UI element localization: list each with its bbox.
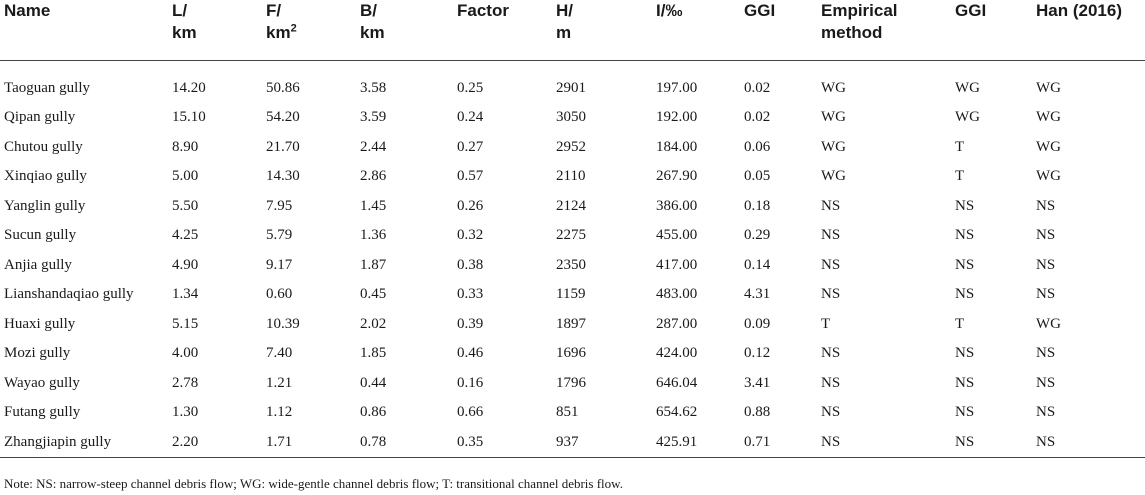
table-row (0, 191, 1145, 221)
table-cell: NS (821, 227, 841, 244)
table-cell: 2110 (556, 168, 586, 185)
column-header-line2 (821, 22, 951, 44)
table-cell: NS (1036, 286, 1056, 303)
table-cell: 654.62 (656, 404, 698, 421)
table-cell: Mozi gully (4, 345, 71, 362)
table-cell: Yanglin gully (4, 197, 86, 214)
table-cell: NS (1036, 256, 1056, 273)
table-cell: WG (955, 109, 980, 126)
table-cell: T (955, 168, 965, 185)
table-cell: 0.45 (360, 286, 387, 303)
table-cell: 0.66 (457, 404, 484, 421)
table-cell: 1696 (556, 345, 586, 362)
table-cell: 267.90 (656, 168, 698, 185)
table-cell: 0.02 (744, 79, 771, 96)
table-cell: 1.71 (266, 433, 293, 450)
table-cell: NS (955, 374, 975, 391)
table-cell: 1.45 (360, 197, 387, 214)
table-cell: WG (821, 79, 846, 96)
table-cell: 5.00 (172, 168, 199, 185)
table-cell: 15.10 (172, 109, 206, 126)
table-header-row (0, 0, 1145, 61)
table-cell: 0.39 (457, 315, 484, 332)
column-header-line1: GGI (955, 1, 987, 20)
table-cell: 4.31 (744, 286, 771, 303)
table-cell: 0.06 (744, 138, 771, 155)
table-cell: 4.00 (172, 345, 199, 362)
table-cell: 0.16 (457, 374, 484, 391)
table-cell: 1159 (556, 286, 586, 303)
table-cell: WG (1036, 168, 1061, 185)
column-header-superscript: 2 (290, 22, 297, 35)
table-cell: 646.04 (656, 374, 698, 391)
table-cell: 2275 (556, 227, 586, 244)
table-cell: 5.50 (172, 197, 199, 214)
table-cell: T (821, 315, 831, 332)
table-cell: 184.00 (656, 138, 698, 155)
table-cell: 2124 (556, 197, 586, 214)
column-header-line1: Empirical (821, 1, 898, 20)
table-cell: 2350 (556, 256, 586, 273)
column-header-line1: Name (4, 1, 51, 20)
table-cell: 1796 (556, 374, 586, 391)
table-cell: 8.90 (172, 138, 199, 155)
column-header (453, 0, 552, 61)
table-cell: 287.00 (656, 315, 698, 332)
column-header-unit: km (360, 23, 385, 42)
table-cell: WG (1036, 138, 1061, 155)
table-cell: 7.95 (266, 197, 293, 214)
table-cell: NS (1036, 374, 1056, 391)
table-cell: Futang gully (4, 404, 81, 421)
column-header-line2 (556, 22, 652, 44)
table-row (0, 250, 1145, 280)
table-cell: 0.38 (457, 256, 484, 273)
table-cell: 2.78 (172, 374, 199, 391)
table-cell: 0.26 (457, 197, 484, 214)
table-cell: 0.09 (744, 315, 771, 332)
table-row (0, 73, 1145, 103)
table-cell: NS (821, 286, 841, 303)
table-cell: 1897 (556, 315, 586, 332)
table-cell: 2.44 (360, 138, 387, 155)
column-header-line1: I/‰ (656, 1, 683, 20)
table-cell: 0.29 (744, 227, 771, 244)
table-row (0, 280, 1145, 310)
table-cell: WG (955, 79, 980, 96)
column-header-line1: GGI (744, 1, 776, 20)
table-cell: NS (955, 197, 975, 214)
column-header-line2 (172, 22, 262, 44)
table-cell: NS (821, 374, 841, 391)
column-header (1032, 0, 1145, 61)
column-header (652, 0, 740, 61)
table-cell: 3.59 (360, 109, 387, 126)
column-header-line1: F/ (266, 1, 282, 20)
table-cell: 386.00 (656, 197, 698, 214)
table-cell: 1.85 (360, 345, 387, 362)
table-cell: 2952 (556, 138, 586, 155)
table-cell: Lianshandaqiao gully (4, 286, 134, 303)
table-cell: 2.86 (360, 168, 387, 185)
table-cell: 2.20 (172, 433, 199, 450)
column-header-line1: B/ (360, 1, 377, 20)
table-cell: NS (1036, 433, 1056, 450)
table-cell: 50.86 (266, 79, 300, 96)
table-cell: NS (955, 345, 975, 362)
table-cell: 192.00 (656, 109, 698, 126)
table-cell: 0.02 (744, 109, 771, 126)
table-cell: Sucun gully (4, 227, 77, 244)
column-header (951, 0, 1032, 61)
table-cell: 1.12 (266, 404, 293, 421)
table-cell: NS (955, 433, 975, 450)
column-header (552, 0, 652, 61)
table-row (0, 132, 1145, 162)
column-header-line2 (360, 22, 453, 44)
table-cell: NS (1036, 197, 1056, 214)
table-row (0, 427, 1145, 457)
table-row (0, 103, 1145, 133)
table-note: Note: NS: narrow-steep channel debris flow; WG: wide-gentle channel debris flow; T: transitional channel debris flow. (4, 476, 623, 491)
table-cell: 0.33 (457, 286, 484, 303)
column-header (356, 0, 453, 61)
column-header-line1: H/ (556, 1, 573, 20)
table-cell: 937 (556, 433, 579, 450)
table-cell: 0.46 (457, 345, 484, 362)
table-cell: 1.87 (360, 256, 387, 273)
table-cell: NS (955, 227, 975, 244)
table-cell: 851 (556, 404, 579, 421)
table-cell: Qipan gully (4, 109, 76, 126)
table-cell: Huaxi gully (4, 315, 76, 332)
column-header-unit: m (556, 23, 572, 42)
table-cell: 1.30 (172, 404, 199, 421)
table-cell: WG (1036, 79, 1061, 96)
table-cell: NS (955, 286, 975, 303)
column-header (0, 0, 168, 61)
table-cell: WG (1036, 315, 1061, 332)
column-header (168, 0, 262, 61)
table-cell: 483.00 (656, 286, 698, 303)
table-cell: 455.00 (656, 227, 698, 244)
table-cell: NS (821, 197, 841, 214)
table-cell: NS (821, 256, 841, 273)
table-cell: NS (1036, 404, 1056, 421)
table-cell: 2901 (556, 79, 586, 96)
table-cell: 0.05 (744, 168, 771, 185)
column-header-line1: Han (2016) (1036, 1, 1122, 20)
table-cell: WG (1036, 109, 1061, 126)
table-cell: T (955, 315, 965, 332)
table-cell: 0.44 (360, 374, 387, 391)
table-cell: Zhangjiapin gully (4, 433, 112, 450)
table-cell: NS (1036, 345, 1056, 362)
table-cell: 21.70 (266, 138, 300, 155)
table-cell: 1.36 (360, 227, 387, 244)
table-cell: 417.00 (656, 256, 698, 273)
table-cell: 197.00 (656, 79, 698, 96)
column-header-unit: km (172, 23, 197, 42)
table-row (0, 339, 1145, 369)
column-header-line1: Factor (457, 1, 509, 20)
column-header-unit: method (821, 23, 883, 42)
column-header (740, 0, 817, 61)
spacer-cell (0, 61, 1145, 74)
table-cell: 0.24 (457, 109, 484, 126)
table-cell: 7.40 (266, 345, 293, 362)
table-cell: NS (821, 433, 841, 450)
table-cell: Taoguan gully (4, 79, 91, 96)
table-cell: WG (821, 109, 846, 126)
table-cell: 0.71 (744, 433, 771, 450)
table-row (0, 162, 1145, 192)
table-cell: 3.58 (360, 79, 387, 96)
table-cell: 4.25 (172, 227, 199, 244)
table-cell: 5.15 (172, 315, 199, 332)
table-cell: NS (955, 404, 975, 421)
table-cell: 4.90 (172, 256, 199, 273)
table-cell: 0.86 (360, 404, 387, 421)
table-row (0, 368, 1145, 398)
table-cell: 0.57 (457, 168, 484, 185)
table-cell: 3050 (556, 109, 586, 126)
table-body (0, 61, 1145, 458)
table-cell: 0.12 (744, 345, 771, 362)
table-cell: 1.34 (172, 286, 199, 303)
table-cell: 0.14 (744, 256, 771, 273)
table-cell: 0.18 (744, 197, 771, 214)
column-header-unit: km (266, 23, 291, 42)
table-cell: WG (821, 138, 846, 155)
table-cell: 0.78 (360, 433, 387, 450)
table-cell: 10.39 (266, 315, 300, 332)
table-cell: 3.41 (744, 374, 771, 391)
table-cell: 14.20 (172, 79, 206, 96)
column-header-line1: L/ (172, 1, 188, 20)
column-header (262, 0, 356, 61)
table-row (0, 398, 1145, 428)
table-cell: 0.27 (457, 138, 484, 155)
table-cell: T (955, 138, 965, 155)
column-header (817, 0, 951, 61)
table-cell: 424.00 (656, 345, 698, 362)
table-cell: NS (821, 345, 841, 362)
table-cell: NS (955, 256, 975, 273)
table-cell: Xinqiao gully (4, 168, 87, 185)
table-cell: 0.25 (457, 79, 484, 96)
table-cell: 425.91 (656, 433, 698, 450)
table-cell: 54.20 (266, 109, 300, 126)
column-header-line2 (266, 22, 356, 44)
table-cell: 0.35 (457, 433, 484, 450)
table-spacer-row (0, 61, 1145, 74)
table-cell: 1.21 (266, 374, 293, 391)
table-cell: 0.60 (266, 286, 293, 303)
table-cell: WG (821, 168, 846, 185)
table-cell: 0.88 (744, 404, 771, 421)
table-cell: 0.32 (457, 227, 484, 244)
table-cell: 2.02 (360, 315, 387, 332)
table-row (0, 221, 1145, 251)
table-row (0, 309, 1145, 339)
table-cell: NS (821, 404, 841, 421)
table-cell: Chutou gully (4, 138, 83, 155)
table-cell: 5.79 (266, 227, 293, 244)
table-cell: 14.30 (266, 168, 300, 185)
table-cell: 9.17 (266, 256, 293, 273)
table-cell: Anjia gully (4, 256, 72, 273)
table-cell: NS (1036, 227, 1056, 244)
table-cell: Wayao gully (4, 374, 80, 391)
